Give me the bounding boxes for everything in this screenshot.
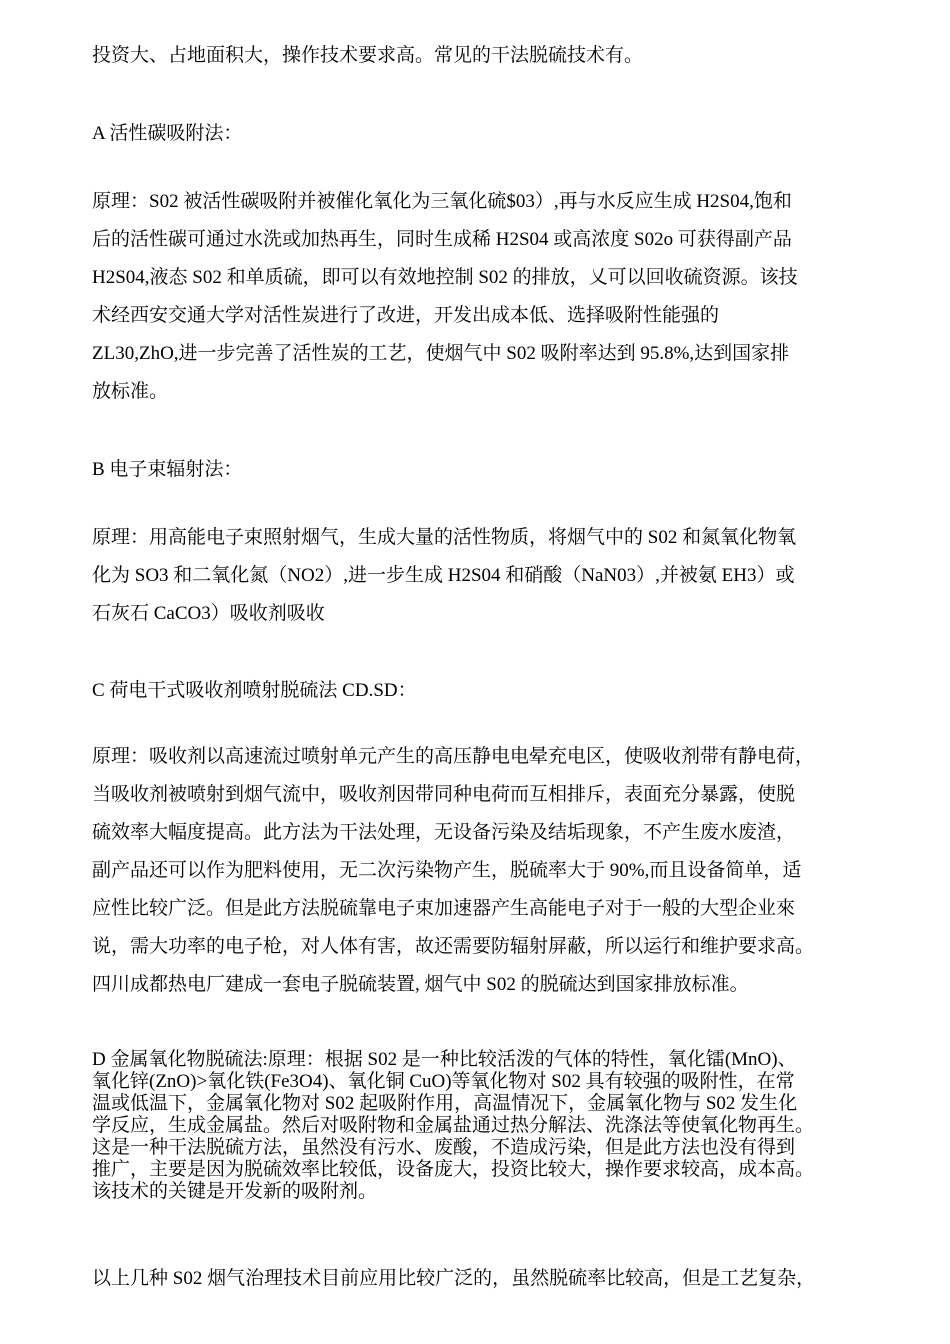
text-line: ZL30,ZhO,进一步完善了活性炭的工艺，使烟气中 S02 吸附率达到 95.8%,达到国家排: [92, 343, 790, 364]
text-line: 原理：S02 被活性碳吸附并被催化氧化为三氧化硫$03）,再与水反应生成 H2S04,饱和: [92, 191, 792, 212]
text-line: 说，需大功率的电子枪，对人体有害，故还需要防辐射屏蔽，所以运行和维护要求高。: [92, 936, 815, 957]
section-c-heading: [92, 672, 872, 710]
text-line: 放标准。: [92, 381, 169, 402]
text-line: 硫效率大幅度提高。此方法为干法处理，无设备污染及结垢现象，不产生废水废渣，: [92, 822, 796, 843]
section-d-paragraph: [92, 1049, 872, 1203]
text-line: 术经西安交通大学对活性炭进行了改进，开发出成本低、选择吸附性能强的: [92, 305, 720, 326]
text-line: 副产品还可以作为肥料使用，无二次污染物产生，脱硫率大于 90%,而且设备简单，适: [92, 860, 802, 881]
heading-text: B 电子束辐射法：: [92, 459, 243, 480]
section-c-paragraph: [92, 738, 872, 1004]
text-line: 这是一种干法脱硫方法，虽然没有污水、废酸，不造成污染，但是此方法也没有得到: [92, 1137, 796, 1158]
text-line: 投资大、占地面积大，操作技术要求高。常见的干法脱硫技术有。: [92, 45, 644, 66]
text-line: 原理：吸收剂以高速流过喷射单元产生的高压静电电晕充电区，使吸收剂带有静电荷，: [92, 746, 815, 767]
text-line: 以上几种 S02 烟气治理技术目前应用比较广泛的，虽然脱硫率比较高，但是工艺复杂，: [92, 1268, 816, 1289]
text-line: 该技术的关键是开发新的吸附剂。: [92, 1181, 378, 1202]
text-line: 原理：用高能电子束照射烟气，生成大量的活性物质，将烟气中的 S02 和氮氧化物氧: [92, 527, 797, 548]
text-line: 应性比较广泛。但是此方法脱硫靠电子束加速器产生高能电子对于一般的大型企业來: [92, 898, 796, 919]
text-line: 当吸收剂被喷射到烟气流中，吸收剂因带同种电荷而互相排斥，表面充分暴露，使脱: [92, 784, 796, 805]
heading-text: C 荷电干式吸收剂喷射脱硫法 CD.SD：: [92, 680, 417, 701]
closing-paragraph: [92, 1260, 872, 1298]
section-b-paragraph: [92, 519, 872, 633]
text-line: 温或低温下，金属氧化物对 S02 起吸附作用，高温情况下，金属氧化物与 S02 发生化: [92, 1093, 798, 1114]
text-line: D 金属氧化物脱硫法:原理：根据 S02 是一种比较活泼的气体的特性，氧化镭(MnO)、: [92, 1049, 797, 1070]
section-a-paragraph: [92, 183, 872, 411]
heading-text: A 活性碳吸附法：: [92, 123, 243, 144]
text-line: 学反应，生成金属盐。然后对吸附物和金属盐通过热分解法、洗涤法等使氧化物再生。: [92, 1115, 815, 1136]
intro-paragraph: [92, 37, 872, 75]
text-line: 化为 SO3 和二氧化氮（NO2）,进一步生成 H2S04 和硝酸（NaN03）,并被氨 EH3）或: [92, 565, 795, 586]
section-a-heading: [92, 115, 872, 153]
text-line: 氧化锌(ZnO)>氧化铁(Fe3O4)、氧化铜 CuO)等氧化物对 S02 具有较强的吸附性，在常: [92, 1071, 795, 1092]
text-line: 石灰石 CaCO3）吸收剂吸收: [92, 603, 325, 624]
section-b-heading: [92, 451, 872, 489]
text-line: 后的活性碳可通过水洗或加热再生，同时生成稀 H2S04 或高浓度 S02o 可获得副产品: [92, 229, 792, 250]
text-line: H2S04,液态 S02 和单质硫，即可以有效地控制 S02 的排放，乂可以回收硫资源。该技: [92, 267, 798, 288]
text-line: 四川成都热电厂建成一套电子脱硫装置, 烟气中 S02 的脱硫达到国家排放标准。: [92, 974, 749, 995]
text-line: 推广，主要是因为脱硫效率比较低，设备庞大，投资比较大，操作要求较高，成本高。: [92, 1159, 815, 1180]
